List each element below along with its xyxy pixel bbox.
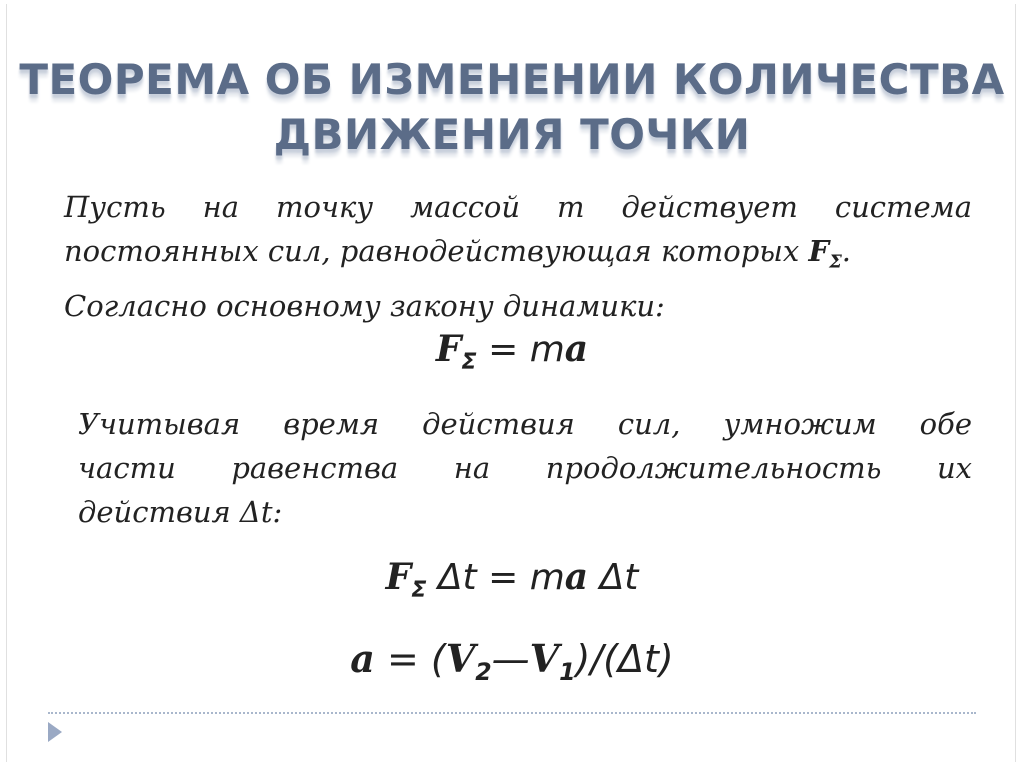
eq2-sigma: Σ (411, 576, 427, 603)
eq3-acceleration: a (350, 636, 375, 681)
eq3-dash: — (491, 637, 530, 681)
slide-title (0, 52, 1024, 162)
eq2-acceleration: a (564, 556, 589, 598)
title-line-1: ТЕОРЕМА ОБ ИЗМЕНЕНИИ КОЛИЧЕСТВА (19, 55, 1005, 104)
paragraph-intro-line-1: Пусть на точку массой m действует система (64, 190, 972, 224)
eq3-sub-2: 2 (475, 658, 492, 687)
eq2-force: F (385, 556, 412, 598)
paragraph-time (78, 402, 972, 534)
force-symbol: F (808, 234, 830, 268)
eq1-force: F (435, 328, 462, 370)
eq2-end: Δt (588, 557, 639, 598)
title-line-2: ДВИЖЕНИЯ ТОЧКИ (273, 110, 751, 159)
equation-newton (0, 328, 1024, 375)
paragraph-time-line-2: части равенства на продолжительность их (78, 451, 972, 485)
eq3-open: = ( (374, 637, 446, 681)
equation-impulse (0, 556, 1024, 603)
play-arrow-icon[interactable] (48, 722, 62, 742)
paragraph-intro (64, 185, 972, 328)
equation-acceleration (0, 636, 1024, 686)
paragraph-time-line-3: действия Δt: (78, 495, 283, 529)
eq1-acceleration: a (564, 328, 589, 370)
eq1-equals-m: = m (476, 329, 565, 370)
eq3-close: )/(Δt) (575, 637, 674, 681)
eq1-sigma: Σ (461, 348, 477, 375)
eq3-v1: V (529, 636, 560, 681)
line-2-end: . (841, 234, 852, 268)
eq2-mid: Δt = m (426, 557, 565, 598)
eq3-v2: V (445, 636, 476, 681)
footer-divider (48, 712, 976, 714)
sigma-subscript: Σ (829, 251, 842, 273)
line-2-text: постоянных сил, равнодействующая которых (64, 234, 809, 268)
paragraph-intro-line-3: Согласно основному закону динамики: (64, 289, 665, 324)
paragraph-time-line-1: Учитывая время действия сил, умножим обе (78, 407, 972, 441)
paragraph-intro-line-2 (64, 229, 972, 284)
eq3-sub-1: 1 (559, 658, 576, 687)
